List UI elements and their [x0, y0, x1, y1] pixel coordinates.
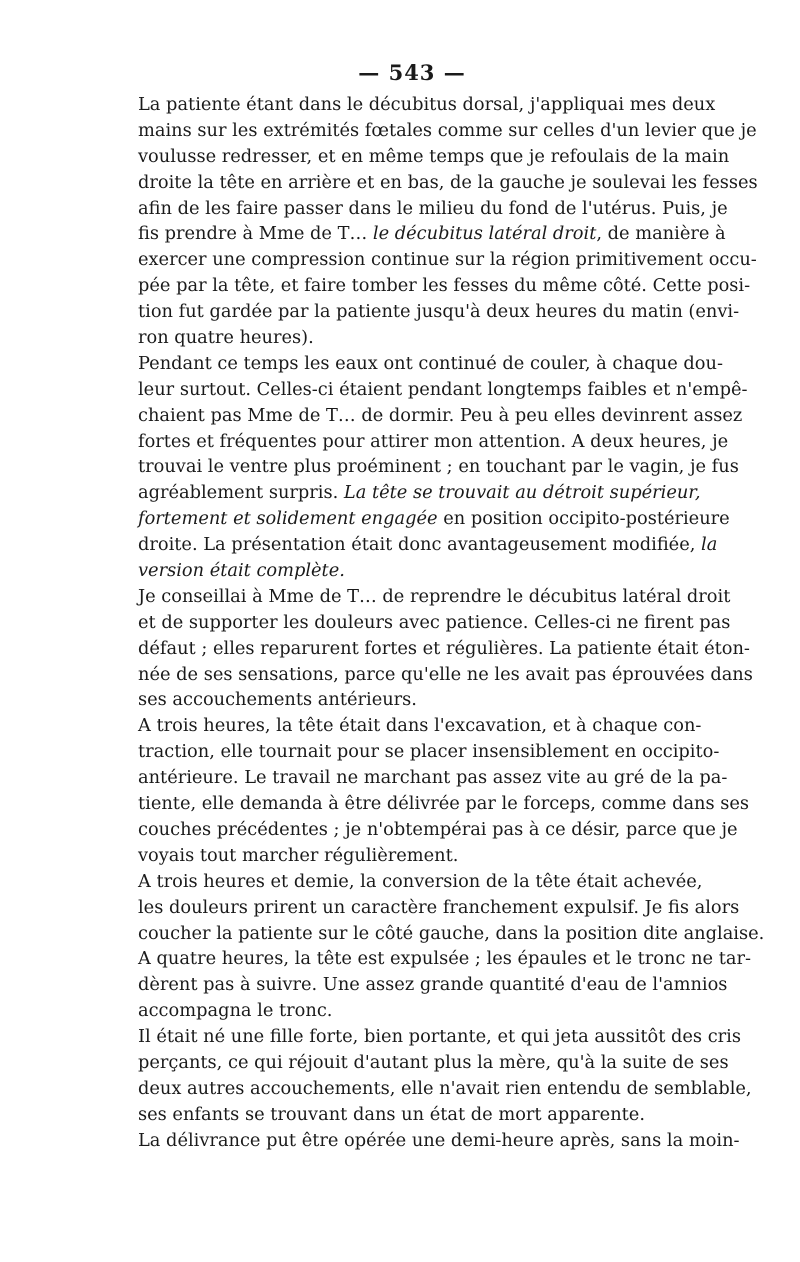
text-line: Il était né une fille forte, bien portante, et qui jeta aussitôt des cris — [138, 1026, 741, 1048]
italic-text: la — [701, 534, 718, 556]
text-line: deux autres accouchements, elle n'avait rien entendu de semblable, — [138, 1077, 752, 1099]
text-line — [138, 558, 686, 584]
text-line: A quatre heures, la tête est expulsée ; les épaules et le tronc ne tar- — [138, 948, 751, 970]
text-line: ses enfants se trouvant dans un état de mort apparente. — [138, 1103, 645, 1125]
paragraph — [138, 351, 748, 584]
text-line: fortes et fréquentes pour attirer mon attention. A deux heures, je — [138, 430, 729, 452]
paragraph — [138, 1128, 740, 1154]
text-line: ron quatre heures). — [138, 327, 314, 349]
text-line: coucher la patiente sur le côté gauche, dans la position dite anglaise. — [138, 922, 765, 944]
text-line: défaut ; elles reparurent fortes et régulières. La patiente était éton- — [138, 637, 750, 659]
text-line: couches précédentes ; je n'obtempérai pas à ce désir, parce que je — [138, 818, 738, 840]
text-line: agréablement surpris. La tête se trouvait au détroit supérieur, — [138, 482, 701, 504]
book-page — [138, 58, 765, 1154]
text-line: chaient pas Mme de T… de dormir. Peu à peu elles devinrent assez — [138, 404, 743, 426]
text-line: Je conseillai à Mme de T… de reprendre le décubitus latéral droit — [138, 585, 731, 607]
italic-text: fortement et solidement engagée — [138, 508, 438, 530]
text-line: dèrent pas à suivre. Une assez grande quantité d'eau de l'amnios — [138, 974, 728, 996]
italic-text: version était complète. — [138, 560, 345, 582]
text-body — [138, 92, 765, 1154]
text-line: exercer une compression continue sur la région primitivement occu- — [138, 249, 757, 271]
text-line: les douleurs prirent un caractère franchement expulsif. Je fis alors — [138, 896, 740, 918]
text-line: voyais tout marcher régulièrement. — [138, 844, 459, 866]
italic-text: La tête se trouvait au détroit supérieur, — [343, 482, 701, 504]
text-line: tion fut gardée par la patiente jusqu'à deux heures du matin (envi- — [138, 301, 740, 323]
text-line: Pendant ce temps les eaux ont continué de couler, à chaque dou- — [138, 352, 723, 374]
paragraph — [138, 713, 750, 868]
text-line: droite la tête en arrière et en bas, de la gauche je soulevai les fesses — [138, 171, 758, 193]
text-line: ses accouchements antérieurs. — [138, 689, 417, 711]
text-line: trouvai le ventre plus proéminent ; en touchant par le vagin, je fus — [138, 456, 739, 478]
text-line: A trois heures et demie, la conversion de la tête était achevée, — [138, 870, 703, 892]
paragraph — [138, 92, 758, 351]
paragraph — [138, 869, 765, 1024]
text-line: droite. La présentation était donc avantageusement modifiée, la — [138, 534, 718, 556]
text-line: La patiente étant dans le décubitus dorsal, j'appliquai mes deux — [138, 94, 716, 115]
paragraph — [138, 584, 753, 713]
italic-text: le décubitus latéral droit — [372, 223, 597, 245]
text-line: antérieure. Le travail ne marchant pas assez vite au gré de la pa- — [138, 767, 728, 789]
text-line: perçants, ce qui réjouit d'autant plus la mère, qu'à la suite de ses — [138, 1051, 729, 1073]
text-line: accompagna le tronc. — [138, 1000, 333, 1022]
text-line: fis prendre à Mme de T… le décubitus latéral droit, de manière à — [138, 223, 726, 245]
text-line: La délivrance put être opérée une demi-heure après, sans la moin- — [138, 1129, 740, 1151]
text-line: tiente, elle demanda à être délivrée par le forceps, comme dans ses — [138, 793, 750, 815]
text-line: A trois heures, la tête était dans l'excavation, et à chaque con- — [138, 715, 702, 737]
page-number: — 543 — — [358, 60, 466, 85]
text-line: voulusse redresser, et en même temps que je refoulais de la main — [138, 145, 730, 167]
text-line: traction, elle tournait pour se placer insensiblement en occipito- — [138, 741, 720, 763]
text-line: afin de les faire passer dans le milieu du fond de l'utérus. Puis, je — [138, 197, 728, 219]
text-line: et de supporter les douleurs avec patience. Celles-ci ne firent pas — [138, 611, 731, 633]
paragraph — [138, 1024, 752, 1128]
text-line: leur surtout. Celles-ci étaient pendant longtemps faibles et n'empê- — [138, 378, 748, 400]
text-line: pée par la tête, et faire tomber les fesses du même côté. Cette posi- — [138, 275, 751, 297]
text-line: fortement et solidement engagée en position occipito-postérieure — [138, 508, 730, 530]
text-line: mains sur les extrémités fœtales comme sur celles d'un levier que je — [138, 119, 757, 141]
text-line: née de ses sensations, parce qu'elle ne les avait pas éprouvées dans — [138, 663, 753, 685]
